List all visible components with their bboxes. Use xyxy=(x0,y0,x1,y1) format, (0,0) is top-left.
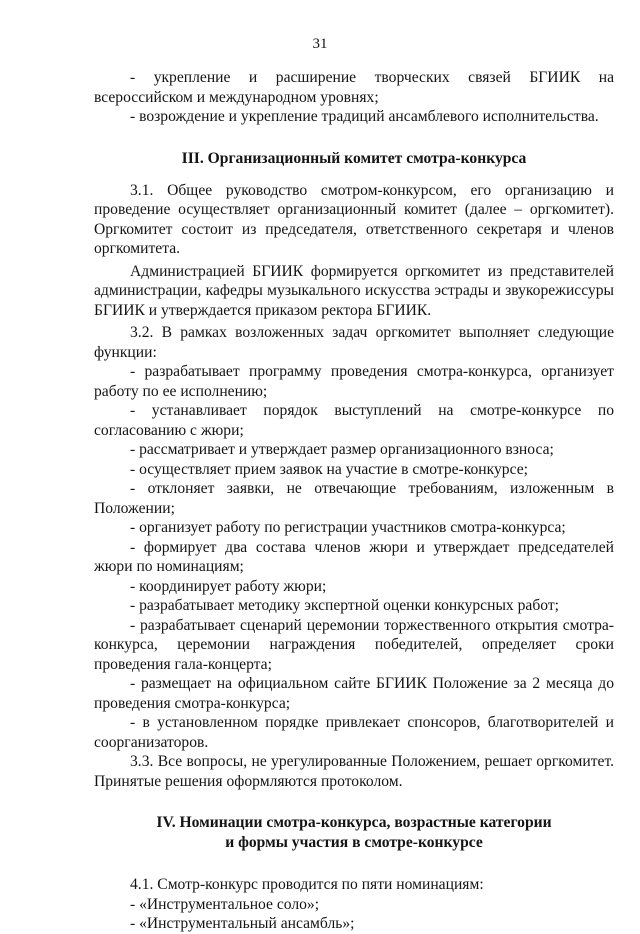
paragraph-3-2: 3.2. В рамках возложенных задач оргкомитет выполняет следующие функции: xyxy=(94,324,614,361)
function-item: - осуществляет прием заявок на участие в смотре-конкурсе; xyxy=(130,460,528,478)
function-item: - отклоняет заявки, не отвечающие требованиям, изложенным в Положении; xyxy=(94,480,614,517)
section-3-heading: III. Организационный комитет смотра-конкурса xyxy=(181,149,527,167)
nomination-item: - «Инструментальный ансамбль»; xyxy=(130,915,355,932)
function-item: - организует работу по регистрации участников смотра-конкурса; xyxy=(130,519,566,536)
function-item: - рассматривает и утверждает размер организационного взноса; xyxy=(130,441,554,458)
section-4-heading-line-1: IV. Номинации смотра-конкурса, возрастные категории xyxy=(156,814,552,831)
nomination-item: - «Инструментальное соло»; xyxy=(130,895,320,913)
function-item: - размещает на официальном сайте БГИИК Положение за 2 месяца до проведения смотра-конкурса; xyxy=(94,675,614,712)
function-item: - разрабатывает методику экспертной оценки конкурсных работ; xyxy=(130,597,560,614)
paragraph-admin: Администрацией БГИИК формируется оргкомитет из представителей администрации, кафедры музыкального искусства эстрады и звукорежиссуры БГИИК и утверждается приказом ректора БГИИК. xyxy=(94,262,614,319)
function-item: - в установленном порядке привлекает спонсоров, благотворителей и соорганизаторов. xyxy=(94,714,614,751)
function-item: - разрабатывает сценарий церемонии торжественного открытия смотра-конкурса, церемонии награждения победителей, определяет сроки проведения гала-концерта; xyxy=(94,616,614,673)
intro-item: - возрождение и укрепление традиций ансамблевого исполнительства. xyxy=(130,108,599,125)
function-item: - формирует два состава членов жюри и утверждает председателей жюри по номинациям; xyxy=(94,538,614,575)
intro-item: - укрепление и расширение творческих связей БГИИК на всероссийском и международном уровнях; xyxy=(94,69,614,106)
function-item: - устанавливает порядок выступлений на смотре-конкурсе по согласованию с жюри; xyxy=(94,402,614,439)
paragraph-4-1: 4.1. Смотр-конкурс проводится по пяти номинациям: xyxy=(130,876,484,893)
page-number: 31 xyxy=(312,36,328,52)
function-item: - координирует работу жюри; xyxy=(130,577,327,595)
document-body xyxy=(94,68,614,934)
paragraph-3-3: 3.3. Все вопросы, не урегулированные Положением, решает оргкомитет. Принятые решения оформляются протоколом. xyxy=(94,753,614,790)
function-item: - разрабатывает программу проведения смотра-конкурса, организует работу по ее исполнению; xyxy=(94,363,614,400)
paragraph-3-1: 3.1. Общее руководство смотром-конкурсом, его организацию и проведение осуществляет организационный комитет (далее – оргкомитет). Оргкомитет состоит из председателя, ответственного секретаря и членов оргкомитета. xyxy=(94,181,614,257)
section-4-heading-line-2: и формы участия в смотре-конкурсе xyxy=(225,834,483,851)
